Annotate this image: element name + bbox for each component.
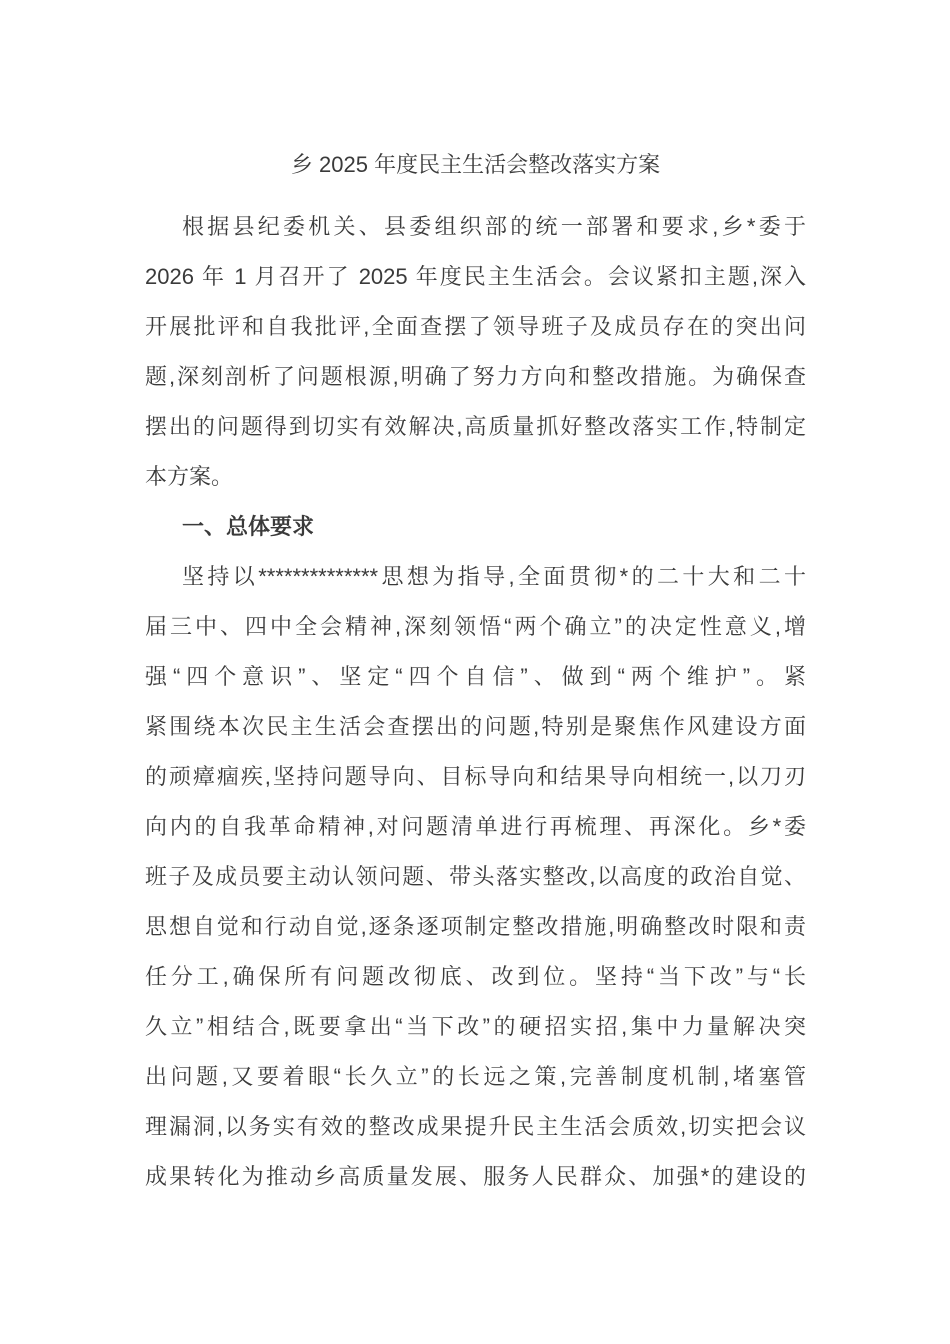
paragraph-intro xyxy=(145,202,806,502)
text-line: 成果转化为推动乡高质量发展、服务人民群众、加强*的建设的 xyxy=(145,1164,806,1189)
document-title: 乡 2025 年度民主生活会整改落实方案 xyxy=(290,152,661,177)
text-line: 紧围绕本次民主生活会查摆出的问题,特别是聚焦作风建设方面 xyxy=(145,714,806,739)
text-line: 的顽瘴痼疾,坚持问题导向、目标导向和结果导向相统一,以刀刃 xyxy=(145,764,806,789)
document-page xyxy=(145,140,806,1202)
text-line: 思想自觉和行动自觉,逐条逐项制定整改措施,明确整改时限和责 xyxy=(145,914,806,939)
text-line: 理漏洞,以务实有效的整改成果提升民主生活会质效,切实把会议 xyxy=(145,1114,806,1139)
text-line: 2026 年 1 月召开了 2025 年度民主生活会。会议紧扣主题,深入 xyxy=(145,264,806,289)
text-line: 久立”相结合,既要拿出“当下改”的硬招实招,集中力量解决突 xyxy=(145,1014,806,1039)
text-line: 根据县纪委机关、县委组织部的统一部署和要求,乡*委于 xyxy=(182,214,806,239)
text-line: 出问题,又要着眼“长久立”的长远之策,完善制度机制,堵塞管 xyxy=(145,1064,806,1089)
text-line: 本方案。 xyxy=(145,464,234,489)
text-line: 开展批评和自我批评,全面查摆了领导班子及成员存在的突出问 xyxy=(145,314,806,339)
text-line: 强“四个意识”、坚定“四个自信”、做到“两个维护”。紧 xyxy=(145,664,806,689)
section-heading: 一、总体要求 xyxy=(182,514,315,539)
text-line: 届三中、四中全会精神,深刻领悟“两个确立”的决定性意义,增 xyxy=(145,614,806,639)
text-line: 任分工,确保所有问题改彻底、改到位。坚持“当下改”与“长 xyxy=(145,964,806,989)
paragraph-general-requirements xyxy=(145,552,806,1202)
text-line: 坚持以**************思想为指导,全面贯彻*的二十大和二十 xyxy=(182,564,806,589)
text-line: 班子及成员要主动认领问题、带头落实整改,以高度的政治自觉、 xyxy=(145,864,806,889)
text-line: 摆出的问题得到切实有效解决,高质量抓好整改落实工作,特制定 xyxy=(145,414,806,439)
text-line: 向内的自我革命精神,对问题清单进行再梳理、再深化。乡*委 xyxy=(145,814,806,839)
text-line: 题,深刻剖析了问题根源,明确了努力方向和整改措施。为确保查 xyxy=(145,364,806,389)
